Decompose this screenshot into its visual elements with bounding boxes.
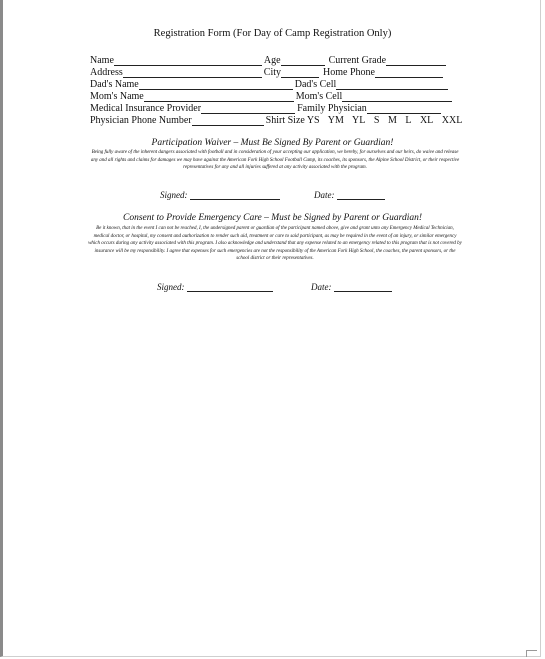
- moms-cell-field[interactable]: [342, 93, 452, 102]
- consent-date-label: Date:: [311, 282, 332, 292]
- waiver-signature: [160, 190, 282, 200]
- shirt-size-label: Shirt Size: [265, 115, 305, 126]
- current-grade-field[interactable]: [386, 57, 446, 66]
- size-option[interactable]: YM: [327, 115, 344, 126]
- moms-name-label: Mom's Name: [90, 91, 144, 102]
- address-field[interactable]: [123, 69, 262, 78]
- waiver-text: Being fully aware of the inherent dangers associated with football and in consideration of your accepting our application, we hereby, for ourselves and our heirs, do waive and release any and all rights and claims for damages we may have against the American Fork High School Football Camp, its coaches, its sponsors, the Alpine School District, or their respective representatives for any and all injuries suffered at any activity associated with the program.: [90, 150, 460, 171]
- registration-fields: [90, 54, 470, 126]
- moms-cell-label: Mom's Cell: [295, 91, 343, 102]
- home-phone-label: Home Phone: [323, 67, 375, 78]
- shirt-size-options: [307, 115, 469, 126]
- row-mom: [90, 90, 470, 102]
- consent-signed-label: Signed:: [157, 282, 185, 292]
- size-option[interactable]: XL: [419, 115, 434, 126]
- dads-name-field[interactable]: [139, 81, 293, 90]
- consent-signature-field[interactable]: [187, 283, 273, 292]
- dads-cell-field[interactable]: [336, 81, 448, 90]
- address-label: Address: [90, 67, 123, 78]
- size-option[interactable]: S: [373, 115, 380, 126]
- consent-signature: [157, 282, 275, 292]
- row-physician-phone: [90, 114, 470, 126]
- row-address: [90, 66, 470, 78]
- dads-name-label: Dad's Name: [90, 79, 139, 90]
- waiver-date: [314, 190, 387, 200]
- waiver-signature-field[interactable]: [190, 191, 280, 200]
- name-label: Name: [90, 55, 114, 66]
- physician-phone-field[interactable]: [192, 117, 264, 126]
- waiver-date-field[interactable]: [337, 191, 385, 200]
- medical-insurance-field[interactable]: [201, 105, 295, 114]
- home-phone-field[interactable]: [375, 69, 443, 78]
- city-label: City: [263, 67, 282, 78]
- waiver-date-label: Date:: [314, 190, 335, 200]
- name-field[interactable]: [114, 57, 262, 66]
- size-option[interactable]: M: [387, 115, 397, 126]
- size-option[interactable]: XXL: [441, 115, 463, 126]
- size-option[interactable]: YL: [352, 115, 366, 126]
- dads-cell-label: Dad's Cell: [294, 79, 337, 90]
- consent-title: Consent to Provide Emergency Care – Must be Signed by Parent or Guardian!: [122, 213, 423, 223]
- city-field[interactable]: [281, 69, 319, 78]
- waiver-title: Participation Waiver – Must Be Signed By Parent or Guardian!: [151, 138, 394, 148]
- consent-date-field[interactable]: [334, 283, 392, 292]
- moms-name-field[interactable]: [144, 93, 294, 102]
- age-label: Age: [263, 55, 281, 66]
- consent-text: Be it known, that in the event I can not be reached, I, the undersigned parent or guardian of the participant named above, give and grant unto any Emergency Medical Technician, medical doctor, or hospital, my consent and authorization to render such aid, treatment or care to said participant, as may be required in the event of an injury, or similar emergency which occurs during any activity associated with this program. I also acknowledge and understand that any expense related to an emergency related to this program that is not covered by insurance will be my responsibility. I agree that expenses for such emergencies are not the responsibility of the American Fork High School, the coaches, the parent sponsors, or the school district or their representatives.: [88, 226, 462, 262]
- row-dad: [90, 78, 470, 90]
- consent-date: [311, 282, 394, 292]
- current-grade-label: Current Grade: [328, 55, 387, 66]
- physician-phone-label: Physician Phone Number: [90, 115, 192, 126]
- row-name: [90, 54, 470, 66]
- age-field[interactable]: [281, 57, 325, 66]
- size-option[interactable]: YS: [306, 115, 320, 126]
- medical-insurance-label: Medical Insurance Provider: [90, 103, 202, 114]
- family-physician-label: Family Physician: [297, 103, 367, 114]
- family-physician-field[interactable]: [367, 105, 441, 114]
- size-option[interactable]: L: [405, 115, 412, 126]
- page-corner-mark: [526, 650, 537, 657]
- waiver-signed-label: Signed:: [160, 190, 188, 200]
- form-title: Registration Form (For Day of Camp Registration Only): [153, 28, 392, 39]
- row-insurance: [90, 102, 470, 114]
